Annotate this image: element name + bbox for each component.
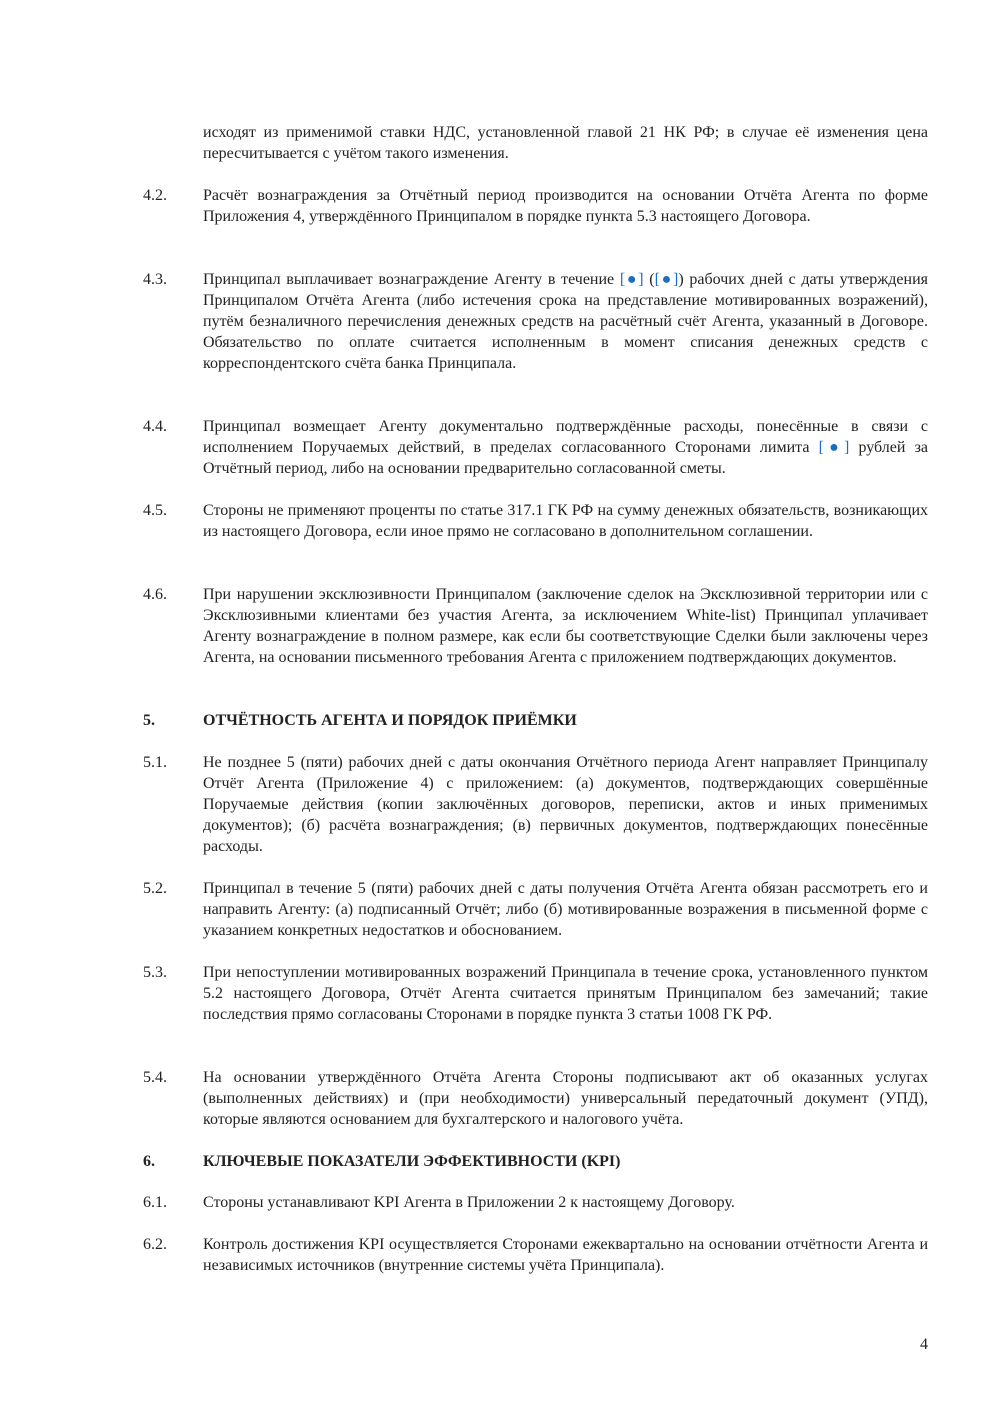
clause-text: исходят из применимой ставки НДС, установленной главой 21 НК РФ; в случае её изменения цена пересчитывается с учётом такого изменения. bbox=[203, 124, 928, 162]
clause-text: Не позднее 5 (пяти) рабочих дней с даты окончания Отчётного периода Агент направляет Принципалу Отчёт Агента (Приложение 4) с приложением: (а) документов, подтверждающих совершённые Поручаемые действия (копии заключённых договоров, переписки, актов и иных применимых документов); (б) расчёта вознаграждения; (в) первичных документов, подтверждающих понесённые расходы. bbox=[203, 754, 928, 855]
placeholder-mark: [●] bbox=[619, 271, 644, 288]
section-title: ОТЧЁТНОСТЬ АГЕНТА И ПОРЯДОК ПРИЁМКИ bbox=[203, 712, 577, 729]
clause-4-3 bbox=[143, 269, 928, 374]
clause-number: 4.5. bbox=[143, 502, 167, 519]
clause-5-3 bbox=[143, 962, 928, 1025]
clause-6-2 bbox=[143, 1234, 928, 1276]
page-number: 4 bbox=[920, 1336, 928, 1353]
clause-text: Принципал в течение 5 (пяти) рабочих дней с даты получения Отчёта Агента обязан рассмотреть его и направить Агенту: (а) подписанный Отчёт; либо (б) мотивированные возражения в письменной форме с указанием конкретных недостатков и обоснованием. bbox=[203, 880, 928, 939]
clause-text-part: рублей за Отчётный период, либо на основании предварительно согласованной сметы. bbox=[203, 439, 929, 477]
section-number: 6. bbox=[143, 1153, 155, 1170]
clause-4-1-continuation bbox=[143, 122, 928, 164]
section-number: 5. bbox=[143, 712, 155, 729]
placeholder-mark: [●] bbox=[654, 271, 679, 288]
clause-text bbox=[203, 269, 928, 374]
clause-text: При непоступлении мотивированных возражений Принципала в течение срока, установленного пунктом 5.2 настоящего Договора, Отчёт Агента считается принятым Принципалом без замечаний; такие последствия прямо согласованы Сторонами в порядке пункта 3 статьи 1008 ГК РФ. bbox=[203, 964, 928, 1023]
clause-text-part: Принципал возмещает Агенту документально подтверждённые расходы, понесённые в связи с исполнением Поручаемых действий, в пределах согласованного Сторонами лимита bbox=[203, 418, 928, 456]
clause-text bbox=[203, 416, 928, 479]
clause-number: 6.2. bbox=[143, 1236, 167, 1253]
clause-number: 6.1. bbox=[143, 1194, 167, 1211]
section-heading-5 bbox=[143, 710, 928, 731]
clause-number: 5.1. bbox=[143, 754, 167, 771]
clause-4-4 bbox=[143, 416, 928, 479]
clause-text: Стороны не применяют проценты по статье 317.1 ГК РФ на сумму денежных обязательств, возникающих из настоящего Договора, если иное прямо не согласовано в дополнительном соглашении. bbox=[203, 502, 928, 540]
clause-number: 4.2. bbox=[143, 187, 167, 204]
clause-text: Расчёт вознаграждения за Отчётный период производится на основании Отчёта Агента по форме Приложения 4, утверждённого Принципалом в порядке пункта 5.3 настоящего Договора. bbox=[203, 187, 928, 225]
clause-5-4 bbox=[143, 1067, 928, 1130]
clause-text: Стороны устанавливают KPI Агента в Приложении 2 к настоящему Договору. bbox=[203, 1194, 735, 1211]
clause-text-part: ) рабочих дней с даты утверждения Принципалом Отчёта Агента (либо истечения срока на представление мотивированных возражений), путём безналичного перечисления денежных средств на расчётный счёт Агента, указанный в Договоре. Обязательство по оплате считается исполненным в момент списания денежных средств с корреспондентского счёта банка Принципала. bbox=[203, 271, 929, 372]
clause-5-2 bbox=[143, 878, 928, 941]
clause-5-1 bbox=[143, 752, 928, 857]
clause-4-6 bbox=[143, 584, 928, 668]
clause-6-1 bbox=[143, 1192, 928, 1213]
clause-number: 5.2. bbox=[143, 880, 167, 897]
clause-text: Контроль достижения KPI осуществляется Сторонами ежеквартально на основании отчётности Агента и независимых источников (внутренние системы учёта Принципала). bbox=[203, 1236, 928, 1274]
placeholder-mark: [●] bbox=[818, 439, 850, 456]
clause-4-2 bbox=[143, 185, 928, 227]
clause-number: 5.3. bbox=[143, 964, 167, 981]
clause-text-part: Принципал выплачивает вознаграждение Агенту в течение bbox=[203, 271, 620, 288]
clause-number: 4.4. bbox=[143, 418, 167, 435]
clause-4-5 bbox=[143, 500, 928, 542]
clause-number: 4.6. bbox=[143, 586, 167, 603]
clause-number: 4.3. bbox=[143, 271, 167, 288]
section-title: КЛЮЧЕВЫЕ ПОКАЗАТЕЛИ ЭФФЕКТИВНОСТИ (KPI) bbox=[203, 1153, 621, 1170]
clause-text: При нарушении эксклюзивности Принципалом (заключение сделок на Эксклюзивной территории или с Эксклюзивными клиентами без участия Агента, за исключением White-list) Принципал уплачивает Агенту вознаграждение в полном размере, как если бы соответствующие Сделки были заключены через Агента, на основании письменного требования Агента с приложением подтверждающих документов. bbox=[203, 586, 928, 666]
clause-number: 5.4. bbox=[143, 1069, 167, 1086]
section-heading-6 bbox=[143, 1151, 928, 1172]
clause-text: На основании утверждённого Отчёта Агента Стороны подписывают акт об оказанных услугах (выполненных действиях) и (при необходимости) универсальный передаточный документ (УПД), которые являются основанием для бухгалтерского и налогового учёта. bbox=[203, 1069, 928, 1128]
clause-text-part: ( bbox=[643, 271, 655, 288]
